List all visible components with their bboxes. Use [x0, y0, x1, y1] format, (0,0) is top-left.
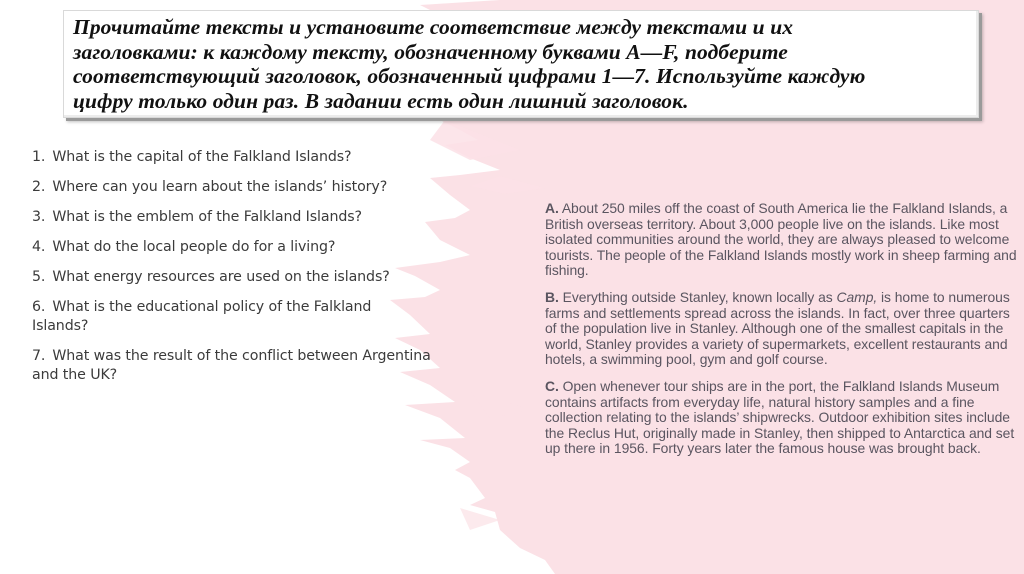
headings-list	[32, 148, 432, 396]
heading-item	[32, 238, 432, 257]
text-letter: C.	[545, 377, 559, 394]
instruction-box	[63, 10, 979, 118]
heading-item	[32, 347, 432, 385]
text-emphasis: Camp,	[836, 288, 878, 305]
texts-column	[545, 201, 1020, 468]
instruction-line: Прочитайте тексты и установите соответствие между текстами и их	[73, 15, 794, 39]
heading-text: What is the emblem of the Falkland Islands?	[52, 209, 362, 225]
heading-number: 6.	[32, 299, 46, 315]
instruction-line: заголовками: к каждому тексту, обозначенному буквами A—F, подберите	[73, 39, 788, 64]
heading-item	[32, 178, 432, 197]
heading-item	[32, 298, 432, 336]
text-letter: B.	[545, 288, 559, 305]
instruction-line: цифру только один раз. В задании есть один лишний заголовок.	[73, 88, 689, 113]
heading-text: Where can you learn about the islands’ history?	[52, 179, 388, 195]
heading-number: 2.	[32, 179, 46, 195]
heading-number: 4.	[32, 239, 46, 255]
heading-text: What do the local people do for a living?	[52, 239, 336, 255]
instruction-text	[73, 15, 970, 113]
heading-item	[32, 268, 432, 287]
heading-text: What energy resources are used on the islands?	[52, 269, 390, 285]
text-b	[545, 290, 1020, 368]
heading-item	[32, 208, 432, 227]
heading-number: 5.	[32, 269, 46, 285]
text-letter: A.	[545, 200, 559, 216]
text-body: Everything outside Stanley, known locally as	[558, 288, 837, 305]
heading-text: What is the educational policy of the Falkland Islands?	[32, 299, 372, 334]
text-body: Open whenever tour ships are in the port, the Falkland Islands Museum contains artifacts from everyday life, natural history samples and a fine collection relating to the islands’ shipwrecks. Outdoor exhibition sites include the Reclus Hut, originally made in Stanley, then shipped to Antarctica and set up there in 1956. Forty years later the famous house was brought back.	[545, 377, 1015, 457]
text-body: is home to numerous farms and settlements spread across the islands. In fact, over three quarters of the population live in Stanley. Although one of the smallest capitals in the world, Stanley provides a variety of supermarkets, excellent restaurants and hotels, a swimming pool, gym and golf course.	[545, 288, 1010, 368]
heading-text: What is the capital of the Falkland Islands?	[52, 149, 352, 165]
heading-number: 7.	[32, 348, 46, 364]
heading-text: What was the result of the conflict between Argentina and the UK?	[32, 348, 431, 383]
heading-number: 1.	[32, 149, 46, 165]
heading-number: 3.	[32, 209, 46, 225]
text-c	[545, 379, 1020, 457]
text-body: About 250 miles off the coast of South America lie the Falkland Islands, a British overseas territory. About 3,000 people live on the islands. Like most isolated communities around the world, they are always pleased to welcome tourists. The people of the Falkland Islands mostly work in sheep farming and fishing.	[545, 200, 1017, 279]
instruction-line: соответствующий заголовок, обозначенный цифрами 1—7. Используйте каждую	[73, 64, 866, 88]
text-a	[545, 201, 1020, 279]
heading-item	[32, 148, 432, 167]
